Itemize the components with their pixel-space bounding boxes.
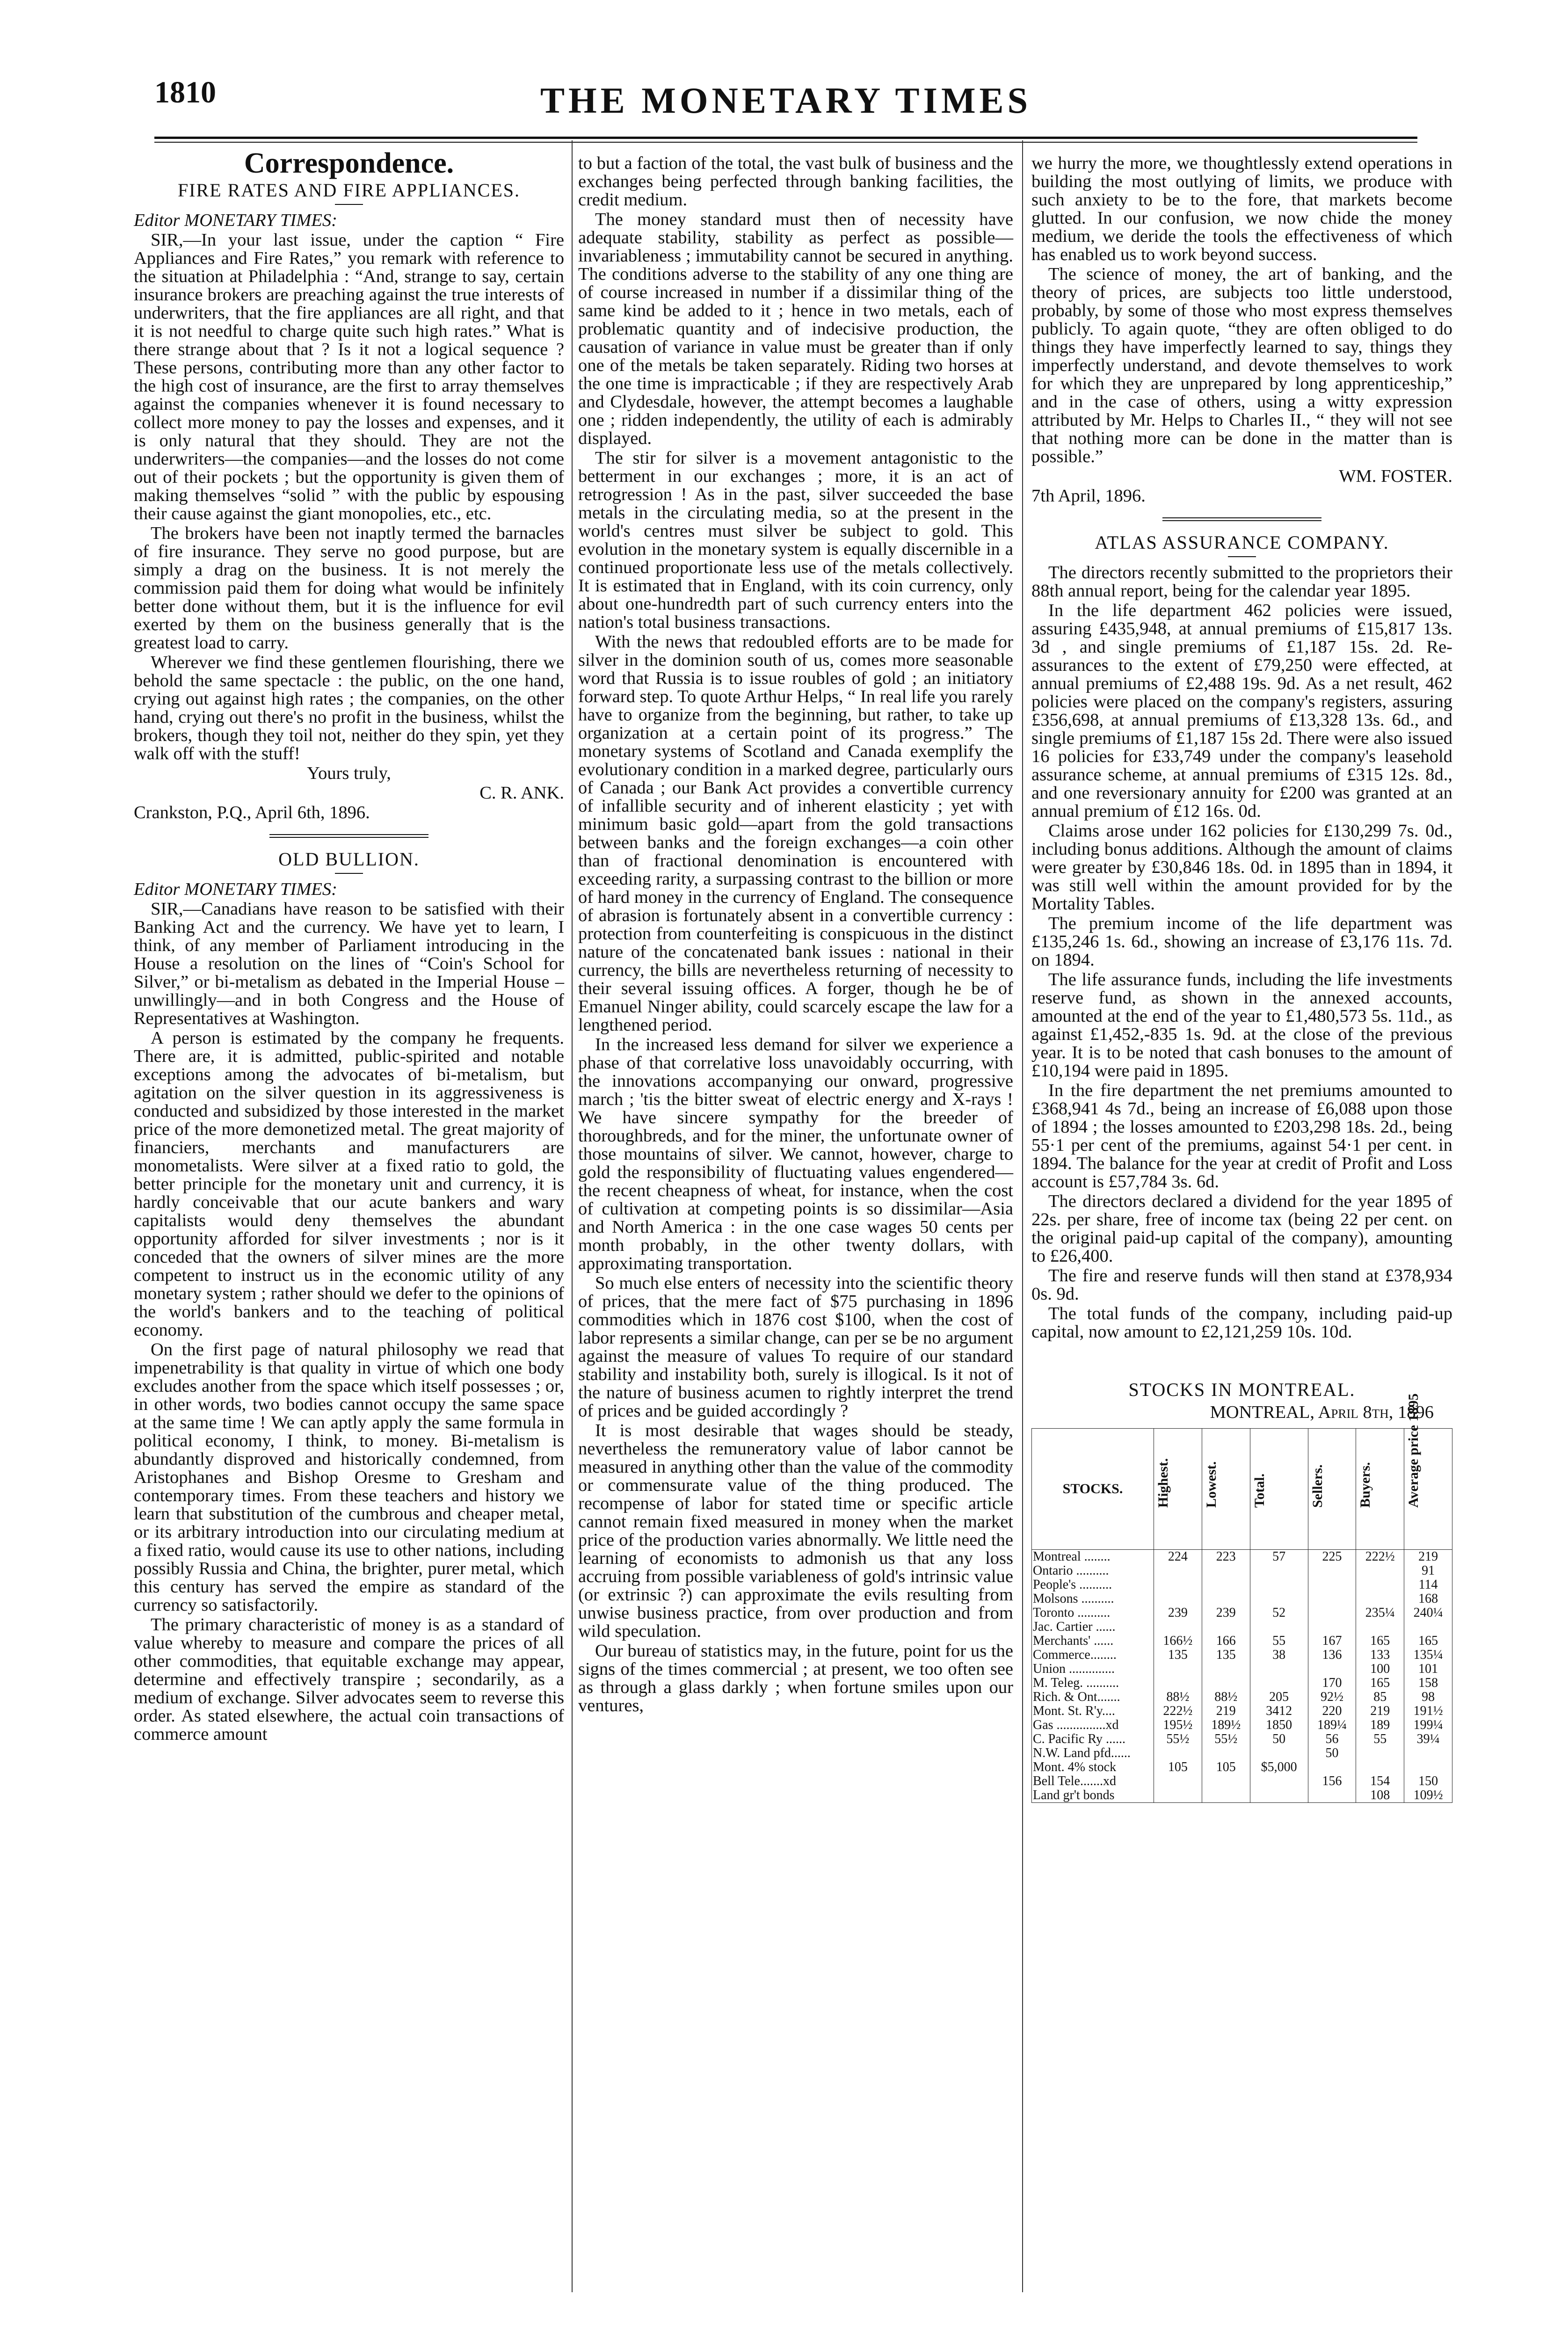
stock-name: C. Pacific Ry ...... xyxy=(1032,1732,1154,1746)
table-cell: 88½ xyxy=(1202,1690,1250,1704)
signature: C. R. ANK. xyxy=(479,783,564,803)
column-header-label: Highest. xyxy=(1155,1458,1171,1508)
table-cell xyxy=(1356,1760,1404,1774)
table-row xyxy=(1032,1578,1452,1592)
table-cell xyxy=(1308,1760,1356,1774)
short-rule xyxy=(335,873,363,874)
table-cell: 166½ xyxy=(1154,1634,1202,1648)
short-rule xyxy=(335,204,363,205)
table-cell: 50 xyxy=(1308,1746,1356,1760)
masthead xyxy=(154,70,1417,140)
paragraph: SIR,—Canadians have reason to be satisfied with their Banking Act and the currency. We have yet to learn, I think, of any member of Parliament introducing in the House a resolution on the lines of “Coin's School for Silver,” or bi-metalism as debated in the Imperial House – unwillingly—and in both Congress and the House of Representatives at Washington. xyxy=(134,899,564,1028)
table-row xyxy=(1032,1788,1452,1803)
table-cell xyxy=(1308,1564,1356,1578)
table-cell: 189½ xyxy=(1202,1718,1250,1732)
dateline: MONTREAL, April 8th, 1896 xyxy=(1210,1402,1434,1422)
table-cell: 224 xyxy=(1154,1550,1202,1564)
table-cell: $5,000 xyxy=(1250,1760,1308,1774)
article-title: STOCKS IN MONTREAL. xyxy=(1128,1379,1356,1400)
table-cell: 39¼ xyxy=(1404,1732,1452,1746)
table-cell: 38 xyxy=(1250,1648,1308,1662)
table-cell xyxy=(1308,1578,1356,1592)
stock-name: Jac. Cartier ...... xyxy=(1032,1620,1154,1634)
stock-name: Land gr't bonds xyxy=(1032,1788,1154,1803)
table-cell: 165 xyxy=(1356,1634,1404,1648)
table-cell xyxy=(1404,1746,1452,1760)
table-cell xyxy=(1154,1676,1202,1690)
table-cell xyxy=(1250,1774,1308,1788)
paragraph: A person is estimated by the company he frequents. There are, it is admitted, public-spirited and notable exceptions among the advocates of bi-metalism, but agitation on the silver question in its aggressiveness is conducted and subsidized by those interested in the market price of the more demonetized metal. The great majority of financiers, merchants and manufacturers are monometalists. Were silver at a fixed ratio to gold, the better principle for the monetary unit and currency, it is hardly conceivable that our acute bankers and wary capitalists would deny themselves the abundant opportunity afforded for silver investments ; nor is it conceded that the owners of silver mines are the more competent to instruct us in the economic utility of any monetary system ; rather should we defer to the opinions of the world's bankers and to the teaching of political economy. xyxy=(134,1028,564,1340)
column-header-label: Average price 1895 xyxy=(1406,1393,1422,1508)
stock-name: Ontario .......... xyxy=(1032,1564,1154,1578)
table-cell: 136 xyxy=(1308,1648,1356,1662)
table-cell: 165 xyxy=(1356,1676,1404,1690)
table-row xyxy=(1032,1718,1452,1732)
table-cell xyxy=(1250,1788,1308,1803)
table-cell xyxy=(1356,1746,1404,1760)
paragraph: Claims arose under 162 policies for £130,299 7s. 0d., including bonus additions. Although the amount of claims were greater by £30,846 18s. 0d. in 1895 than in 1894, it was still well within the amount provided for by the Mortality Tables. xyxy=(1031,821,1452,914)
paragraph: to but a faction of the total, the vast bulk of business and the exchanges being perfected through banking facilities, the credit medium. xyxy=(578,153,1013,210)
table-row xyxy=(1032,1704,1452,1718)
stock-name: Mont. 4% stock xyxy=(1032,1760,1154,1774)
table-cell: 133 xyxy=(1356,1648,1404,1662)
table-cell: 158 xyxy=(1404,1676,1452,1690)
table-cell xyxy=(1250,1662,1308,1676)
paragraph: On the first page of natural philosophy we read that impenetrability is that quality in virtue of which one body excludes another from the space which itself possesses ; or, in other words, two bodies cannot occupy the same space at the same time ! We can aptly apply the same formula in political economy, I think, to money. Bi-metalism is abundantly disproved and historically condemned, from Aristophanes and Bishop Oresme to Gresham and contemporary times. From these teachers and history we learn that substitution of the cumbrous and cheaper metal, or its arbitrary introduction into our circulating medium at a fixed ratio, would cause its use to other nations, including possibly Russia and China, the brighter, purer metal, which this century has served the empire as standard of the currency so satisfactorily. xyxy=(134,1340,564,1615)
table-cell xyxy=(1404,1760,1452,1774)
table-row xyxy=(1032,1676,1452,1690)
table-cell xyxy=(1154,1746,1202,1760)
column-header-label: Buyers. xyxy=(1357,1462,1373,1508)
signature: WM. FOSTER. xyxy=(1339,466,1452,486)
article-title: ATLAS ASSURANCE COMPANY. xyxy=(1095,532,1389,553)
column-header xyxy=(1356,1429,1404,1550)
stock-name: Mont. St. R'y.... xyxy=(1032,1704,1154,1718)
stock-name: Gas ...............xd xyxy=(1032,1718,1154,1732)
table-cell: 50 xyxy=(1250,1732,1308,1746)
table-cell xyxy=(1308,1788,1356,1803)
table-cell xyxy=(1356,1564,1404,1578)
table-cell xyxy=(1250,1620,1308,1634)
table-cell xyxy=(1356,1620,1404,1634)
paragraph: The directors recently submitted to the proprietors their 88th annual report, being for the calendar year 1895. xyxy=(1031,563,1452,601)
stock-name: Bell Tele.......xd xyxy=(1032,1774,1154,1788)
table-cell: 165 xyxy=(1404,1634,1452,1648)
table-cell: 85 xyxy=(1356,1690,1404,1704)
table-header-row xyxy=(1032,1429,1452,1550)
table-cell: 150 xyxy=(1404,1774,1452,1788)
table-cell: 222½ xyxy=(1356,1550,1404,1564)
table-cell: 52 xyxy=(1250,1606,1308,1620)
column-header-label: Total. xyxy=(1251,1473,1267,1508)
table-cell: 220 xyxy=(1308,1704,1356,1718)
table-cell: 88½ xyxy=(1154,1690,1202,1704)
table-cell: 199¼ xyxy=(1404,1718,1452,1732)
table-cell xyxy=(1356,1578,1404,1592)
table-cell: 55½ xyxy=(1202,1732,1250,1746)
publication-title: THE MONETARY TIMES xyxy=(540,80,1031,121)
closing: Yours truly, xyxy=(307,763,391,783)
article-title: FIRE RATES AND FIRE APPLIANCES. xyxy=(177,180,521,201)
table-cell: 3412 xyxy=(1250,1704,1308,1718)
table-row xyxy=(1032,1550,1452,1564)
masthead-rule-thick xyxy=(154,137,1417,139)
page-number: 1810 xyxy=(154,75,216,109)
paragraph: The science of money, the art of banking, and the theory of prices, are subjects too little understood, probably, by some of those who most express themselves publicly. To again quote, “they are often obliged to do things they have imperfectly learned to say, things they imperfectly understand, and devote themselves to work for which they are unprepared by long apprenticeship,” and in the case of others, using a witty expression attributed by Mr. Helps to Charles II., “ they will not see that nothing more can be done in the matter than is possible.” xyxy=(1031,264,1452,466)
letter-date: 7th April, 1896. xyxy=(1031,486,1146,506)
section-separator xyxy=(269,834,428,838)
table-cell xyxy=(1202,1788,1250,1803)
table-cell xyxy=(1250,1578,1308,1592)
table-cell xyxy=(1202,1662,1250,1676)
table-row xyxy=(1032,1732,1452,1746)
place-date: Crankston, P.Q., April 6th, 1896. xyxy=(134,803,370,822)
table-row xyxy=(1032,1760,1452,1774)
stock-name: M. Teleg. .......... xyxy=(1032,1676,1154,1690)
paragraph: The life assurance funds, including the life investments reserve fund, as shown in the annexed accounts, amounted at the end of the year to £1,480,573 5s. 11d., as against £1,452,-835 1s. 9d. at the close of the previous year. It is to be noted that cash bonuses to the amount of £10,194 were paid in 1895. xyxy=(1031,970,1452,1081)
table-cell: 225 xyxy=(1308,1550,1356,1564)
table-cell: 205 xyxy=(1250,1690,1308,1704)
table-cell: 189¼ xyxy=(1308,1718,1356,1732)
table-cell xyxy=(1202,1676,1250,1690)
column-header: STOCKS. xyxy=(1032,1429,1154,1550)
article-title: OLD BULLION. xyxy=(278,849,420,870)
table-cell: 170 xyxy=(1308,1676,1356,1690)
table-cell: 55 xyxy=(1250,1634,1308,1648)
table-cell xyxy=(1202,1620,1250,1634)
table-cell: 98 xyxy=(1404,1690,1452,1704)
paragraph: In the increased less demand for silver we experience a phase of that correlative loss unavoidably occurring, with the innovations accompanying our onward, progressive march ; 'tis the bitter sweat of electric energy and X-rays ! We have sincere sympathy for the breeder of thoroughbreds, and for the miner, the unfortunate owner of those mountains of silver. We cannot, however, charge to gold the responsibility of fluctuating values engendered—the recent cheapness of wheat, for instance, when the cost of cultivation at competing points is so dissimilar—Asia and North America : in the one case wages 50 cents per month probably, in the other twenty dollars, with approximating transportation. xyxy=(578,1035,1013,1273)
paragraph: Our bureau of statistics may, in the future, point for us the signs of the times commercial ; at present, we too often see as through a glass darkly ; when fortune smiles upon our ventures, xyxy=(578,1641,1013,1715)
table-cell: 100 xyxy=(1356,1662,1404,1676)
table-cell: 135¼ xyxy=(1404,1648,1452,1662)
paragraph: The premium income of the life department was £135,246 1s. 6d., showing an increase of £3,176 11s. 7d. on 1894. xyxy=(1031,914,1452,970)
column-header xyxy=(1308,1429,1356,1550)
table-cell: 167 xyxy=(1308,1634,1356,1648)
table-cell: 195½ xyxy=(1154,1718,1202,1732)
table-cell: 166 xyxy=(1202,1634,1250,1648)
table-cell xyxy=(1154,1578,1202,1592)
table-cell: 91 xyxy=(1404,1564,1452,1578)
column-divider xyxy=(572,140,573,2292)
paragraph: The money standard must then of necessity have adequate stability, stability as perfect as possible—invariableness ; immutability cannot be secured in anything. The conditions adverse to the stability of any one thing are of course increased in number if a dissimilar thing of the same kind be added to it ; hence in two metals, each of problematic quantity and of indecisive production, the causation of variance in value must be greater than if only one of the metals be taken separately. Riding two horses at the one time is impracticable ; if they are respectively Arab and Clydesdale, however, the attempt becomes a laughable one ; ridden independently, the utility of each is admirably displayed. xyxy=(578,210,1013,448)
paragraph: The fire and reserve funds will then stand at £378,934 0s. 9d. xyxy=(1031,1266,1452,1304)
stock-name: N.W. Land pfd...... xyxy=(1032,1746,1154,1760)
stock-name: Union .............. xyxy=(1032,1662,1154,1676)
table-cell xyxy=(1202,1774,1250,1788)
column-1 xyxy=(134,147,564,1745)
paragraph: The total funds of the company, including paid-up capital, now amount to £2,121,259 10s. 10d. xyxy=(1031,1304,1452,1342)
table-row xyxy=(1032,1690,1452,1704)
table-cell: 154 xyxy=(1356,1774,1404,1788)
table-cell: 168 xyxy=(1404,1592,1452,1606)
table-cell: 156 xyxy=(1308,1774,1356,1788)
paragraph: SIR,—In your last issue, under the caption “ Fire Appliances and Fire Rates,” you remark with reference to the situation at Philadelphia : “And, strange to say, certain insurance brokers are preaching against the true interests of underwriters, that the fire appliances are all right, and that it is not needful to charge quite such high rates.” What is there strange about that ? Is it not a logical sequence ? These persons, contributing more than any other factor to the high cost of insurance, are the first to array themselves against the companies whenever it is found necessary to collect more money to pay the losses and expenses, and it is only natural that they should. They are not the underwriters—the companies—and the losses do not come out of their pockets ; but the opportunity is given them of making themselves “solid ” with the public by espousing their cause against the giant monopolies, etc., etc. xyxy=(134,230,564,523)
table-cell: 57 xyxy=(1250,1550,1308,1564)
column-header xyxy=(1154,1429,1202,1550)
table-cell xyxy=(1250,1592,1308,1606)
column-header xyxy=(1404,1393,1452,1550)
table-cell: 189 xyxy=(1356,1718,1404,1732)
table-cell: 1850 xyxy=(1250,1718,1308,1732)
table-row xyxy=(1032,1606,1452,1620)
masthead-rule-thin xyxy=(154,142,1417,143)
table-cell xyxy=(1356,1592,1404,1606)
table-cell: 219 xyxy=(1404,1550,1452,1564)
stock-name: Rich. & Ont....... xyxy=(1032,1690,1154,1704)
table-cell: 55 xyxy=(1356,1732,1404,1746)
table-cell: 56 xyxy=(1308,1732,1356,1746)
section-heading: Correspondence. xyxy=(244,147,454,179)
table-cell xyxy=(1308,1662,1356,1676)
table-cell xyxy=(1250,1676,1308,1690)
column-header-label: Lowest. xyxy=(1203,1461,1219,1508)
table-cell: 191½ xyxy=(1404,1704,1452,1718)
table-cell: 239 xyxy=(1202,1606,1250,1620)
table-cell xyxy=(1250,1746,1308,1760)
column-divider xyxy=(1022,140,1023,2292)
paragraph: In the life department 462 policies were issued, assuring £435,948, at annual premiums of £15,817 13s. 3d , and single premiums of £1,187 15s. 2d. Re-assurances to the extent of £79,250 were effected, at annual premiums of £2,488 19s. 9d. As a net result, 462 policies were placed on the company's registers, assuring £356,698, at annual premiums of £13,328 13s. 6d., and single premiums of £1,187 15s 2d. There were also issued 16 policies for £33,749 under the company's leasehold assurance scheme, at annual premiums of £315 12s. 8d., and one reversionary annuity for £200 was granted at an annual premium of £12 16s. 0d. xyxy=(1031,601,1452,821)
table-cell xyxy=(1308,1592,1356,1606)
column-3 xyxy=(1031,154,1452,1803)
table-row xyxy=(1032,1564,1452,1578)
table-row xyxy=(1032,1648,1452,1662)
table-cell: 223 xyxy=(1202,1550,1250,1564)
paragraph: In the fire department the net premiums amounted to £368,941 4s 7d., being an increase of £6,088 upon those of 1894 ; the losses amounted to £203,298 18s. 2d., being 55·1 per cent of the premiums, against 54·1 per cent. in 1894. The balance for the year at credit of Profit and Loss account is £57,784 3s. 6d. xyxy=(1031,1081,1452,1191)
table-cell xyxy=(1154,1620,1202,1634)
paragraph: The primary characteristic of money is as a standard of value whereby to measure and compare the prices of all other commodities, that equitable exchange may appear, determine and effectively transpire ; secondarily, as a medium of exchange. Silver advocates seem to reverse this order. As stated elsewhere, the actual coin transactions of commerce amount xyxy=(134,1615,564,1744)
table-cell xyxy=(1250,1564,1308,1578)
paragraph: we hurry the more, we thoughtlessly extend operations in building the most outlying of limits, we produce with such anxiety to be to the fore, that markets become glutted. In our confusion, we now chide the money medium, we deride the tools the effectiveness of which has enabled us to work beyond success. xyxy=(1031,153,1452,264)
table-row xyxy=(1032,1746,1452,1760)
paragraph: Wherever we find these gentlemen flourishing, there we behold the same spectacle : the public, on the one hand, crying out against high rates ; the companies, on the other hand, crying out there's no profit in the business, whilst the brokers, though they toil not, neither do they spin, yet they walk off with the stuff! xyxy=(134,653,564,763)
table-cell: 101 xyxy=(1404,1662,1452,1676)
stock-name: People's .......... xyxy=(1032,1578,1154,1592)
table-cell xyxy=(1202,1564,1250,1578)
paragraph: The brokers have been not inaptly termed the barnacles of fire insurance. They serve no good purpose, but are simply a drag on the business. It is not merely the commission paid them for doing what would be infinitely better done without them, but it is the influence for evil exerted by them on the business generally that is the greatest load to carry. xyxy=(134,523,564,653)
stock-name: Molsons .......... xyxy=(1032,1592,1154,1606)
table-cell xyxy=(1154,1564,1202,1578)
table-row xyxy=(1032,1620,1452,1634)
stock-name: Toronto .......... xyxy=(1032,1606,1154,1620)
table-cell xyxy=(1308,1606,1356,1620)
column-header-label: Sellers. xyxy=(1309,1464,1325,1508)
column-header xyxy=(1250,1429,1308,1550)
editor-line: Editor MONETARY TIMES: xyxy=(134,879,337,899)
table-cell xyxy=(1154,1788,1202,1803)
table-cell: 92½ xyxy=(1308,1690,1356,1704)
table-cell xyxy=(1308,1620,1356,1634)
section-separator xyxy=(1162,517,1321,521)
table-cell: 109½ xyxy=(1404,1788,1452,1803)
table-cell: 235¼ xyxy=(1356,1606,1404,1620)
table-cell xyxy=(1404,1620,1452,1634)
stock-name: Merchants' ...... xyxy=(1032,1634,1154,1648)
table-cell xyxy=(1154,1774,1202,1788)
table-row xyxy=(1032,1634,1452,1648)
stock-name: Montreal ........ xyxy=(1032,1550,1154,1564)
table-cell xyxy=(1202,1578,1250,1592)
table-row xyxy=(1032,1662,1452,1676)
table-cell: 240¼ xyxy=(1404,1606,1452,1620)
column-header xyxy=(1202,1429,1250,1550)
table-cell xyxy=(1202,1592,1250,1606)
paragraph: The stir for silver is a movement antagonistic to the betterment in our exchanges ; more, it is an act of retrogression ! As in the past, silver succeeded the base metals in the circulating media, so at the present in the world's centres must silver be subject to gold. This evolution in the monetary system is equally discernible in a continued proportionate less use of the metals collectively. It is estimated that in England, with its coin currency, only about one-hundredth part of such currency enters into the nation's total business transactions. xyxy=(578,448,1013,632)
column-2 xyxy=(578,154,1013,1716)
table-cell: 219 xyxy=(1202,1704,1250,1718)
table-cell: 135 xyxy=(1202,1648,1250,1662)
table-cell: 222½ xyxy=(1154,1704,1202,1718)
paragraph: So much else enters of necessity into the scientific theory of prices, that the mere fact of $75 purchasing in 1896 commodities which in 1876 cost $100, when the cost of labor represents a similar change, can per se be no argument against the measure of values To require of our standard stability and instability both, surely is illogical. Is it not of the nature of business acumen to rightly interpret the trend of prices and be guided accordingly ? xyxy=(578,1273,1013,1421)
table-cell: 239 xyxy=(1154,1606,1202,1620)
editor-line: Editor MONETARY TIMES: xyxy=(134,211,337,230)
table-cell: 105 xyxy=(1154,1760,1202,1774)
table-cell xyxy=(1154,1592,1202,1606)
table-cell: 135 xyxy=(1154,1648,1202,1662)
paragraph: With the news that redoubled efforts are to be made for silver in the dominion south of us, comes more seasonable word that Russia is to issue roubles of gold ; an initiatory forward step. To quote Arthur Helps, “ In real life you rarely have to organize from the beginning, but rather, to take up organization at a certain point of its progress.” The monetary systems of Scotland and Canada exemplify the evolutionary condition in a marked degree, particularly ours of Canada ; our Bank Act provides a convertible currency of infallible security and of inherent elasticity ; yet with minimum basic gold—apart from the gold transactions between banks and the foreign exchanges—a coin other than of fractional denomination is encountered with exceeding rarity, a surpassing contrast to the billion or more of hard money in the currency of England. The consequence of abrasion is fortunately absent in a convertible currency : protection from counterfeiting is conspicuous in the distinct nature of the concatenated bank issues : national in their currency, the bills are nevertheless returning of necessity to their several issuing offices. A forger, though he be of Emanuel Ninger ability, could scarcely escape the law for a lengthened period. xyxy=(578,632,1013,1035)
stock-name: Commerce........ xyxy=(1032,1648,1154,1662)
table-row xyxy=(1032,1774,1452,1788)
table-cell: 105 xyxy=(1202,1760,1250,1774)
table-cell xyxy=(1202,1746,1250,1760)
table-row xyxy=(1032,1592,1452,1606)
short-rule xyxy=(1228,556,1256,557)
table-cell xyxy=(1154,1662,1202,1676)
table-cell: 108 xyxy=(1356,1788,1404,1803)
paragraph: It is most desirable that wages should be steady, nevertheless the remuneratory value of labor cannot be measured in anything other than the value of the commodity or commensurate value of the thing produced. The recompense of labor for stated time or specific article cannot remain fixed measured in money when the market price of the production varies abnormally. We little need the learning of economists to admonish us that any loss accruing from possible variableness of gold's intrinsic value (or extrinsic ?) can approximate the evils resulting from unwise business practice, from over production and from wild speculation. xyxy=(578,1421,1013,1641)
paragraph: The directors declared a dividend for the year 1895 of 22s. per share, free of income tax (being 22 per cent. on the original paid-up capital of the company), amounting to £26,400. xyxy=(1031,1191,1452,1266)
table-cell: 219 xyxy=(1356,1704,1404,1718)
table-cell: 114 xyxy=(1404,1578,1452,1592)
table-cell: 55½ xyxy=(1154,1732,1202,1746)
